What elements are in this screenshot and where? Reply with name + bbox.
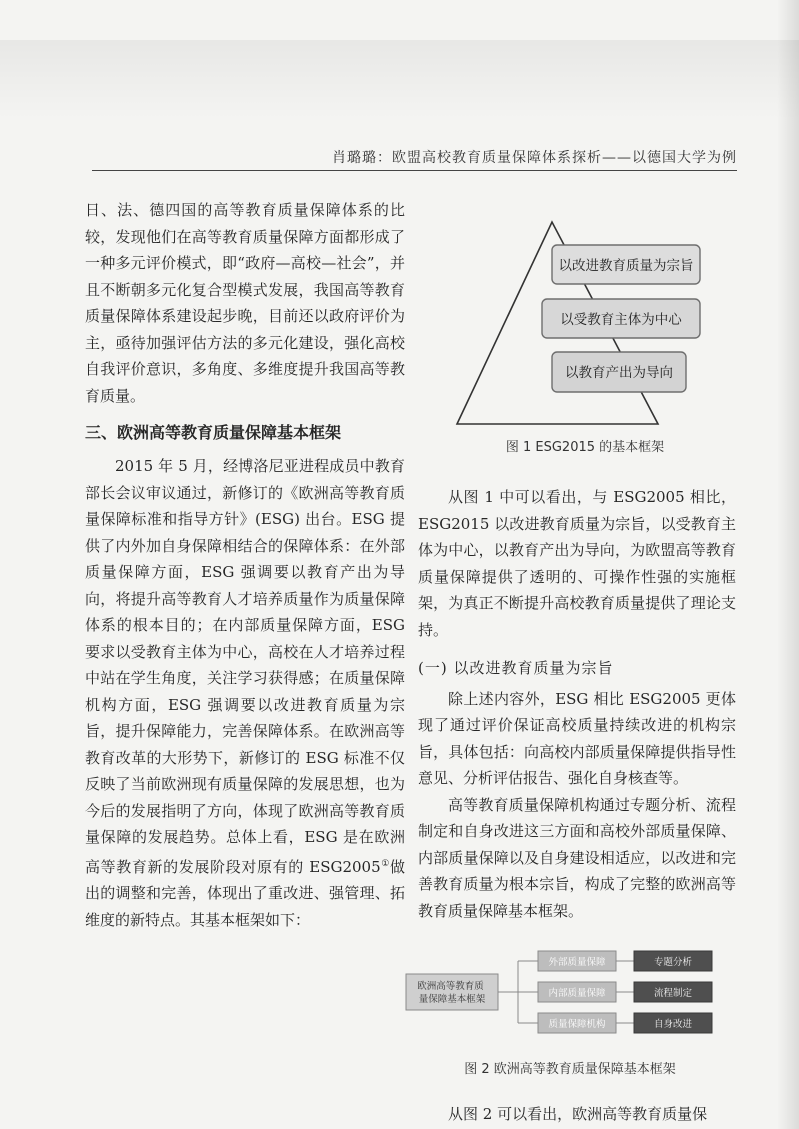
right-column-lower xyxy=(418,1101,736,1128)
figure2-right-1: 专题分析 xyxy=(653,957,693,968)
figure2-root-text: 欧洲高等教育质 量保障基本框架 xyxy=(417,981,486,1005)
header-rule xyxy=(92,170,737,171)
figure2-caption: 图 2 欧洲高等教育质量保障基本框架 xyxy=(464,1062,676,1077)
figure2-connector-left xyxy=(498,961,538,1023)
page-edge-shadow xyxy=(777,0,799,1129)
scan-shadow xyxy=(0,40,799,120)
section-paragraph xyxy=(85,453,405,933)
figure1-level-2: 以受教育主体为中心 xyxy=(560,312,682,328)
figure2-diagram xyxy=(402,948,722,1040)
figure2-right-2: 流程制定 xyxy=(653,988,693,999)
right-column-upper xyxy=(418,484,736,924)
figure1-caption: 图 1 ESG2015 的基本框架 xyxy=(505,440,665,455)
figure1-level-1: 以改进教育质量为宗旨 xyxy=(558,258,694,274)
right-paragraph-2: 除上述内容外，ESG 相比 ESG2005 更体现了通过评价保证高校质量持续改进的机构宗旨，具体包括：向高校内部质量保障提供指导性意见、分析评估报告、强化自身核查等。 xyxy=(418,689,736,787)
figure2-connector-right xyxy=(616,961,634,1023)
section-title: 三、欧洲高等教育质量保障基本框架 xyxy=(85,423,342,442)
right-paragraph-4: 从图 2 可以看出，欧洲高等教育质量保 xyxy=(448,1105,708,1123)
running-header: 肖璐璐：欧盟高校教育质量保障体系探析——以德国大学为例 xyxy=(332,150,737,166)
figure2-mid-3: 质量保障机构 xyxy=(548,1019,606,1030)
left-column xyxy=(85,197,405,933)
subsection-title: (一) 以改进教育质量为宗旨 xyxy=(418,659,614,677)
section-text-after-note: 做出的调整和完善，体现出了重改进、强管理、拓维度的新特点。其基本框架如下： xyxy=(85,857,405,929)
figure1-diagram xyxy=(455,218,715,428)
figure1-level-3: 以教育产出为导向 xyxy=(565,365,673,381)
figure2-mid-2: 内部质量保障 xyxy=(548,988,606,999)
section-text-before-note: 2015 年 5 月，经博洛尼亚进程成员中教育部长会议审议通过，新修订的《欧洲高等教育质量保障标准和指导方针》(ESG) 出台。ESG 提供了内外加自身保障相结合的保障体系：在外部质量保障方面，ESG 强调要以教育产出为导向，将提升高等教育人才培养质量作为质量保障体系的根本目的；在内部质量保障方面，ESG 要求以受教育主体为中心，高校在人才培养过程中站在学生角度，关注学习获得感；在质量保障机构方面，ESG 强调要以改进教育质量为宗旨，提升保障能力，完善保障体系。在欧洲高等教育改革的大形势下，新修订的 ESG 标准不仅反映了当前欧洲现有质量保障的发展思想，也为今后的发展指明了方向，体现了欧洲高等教育质量保障的发展趋势。总体上看，ESG 是在欧洲高等教育新的发展阶段对原有的 ESG2005 xyxy=(85,457,405,876)
figure2-mid-1: 外部质量保障 xyxy=(548,957,606,968)
figure2-right-3: 自身改进 xyxy=(653,1019,693,1030)
intro-paragraph: 日、法、德四国的高等教育质量保障体系的比较，发现他们在高等教育质量保障方面都形成了一种多元评价模式，即“政府—高校—社会”，并且不断朝多元化复合型模式发展，我国高等教育质量保障体系建设起步晚，目前还以政府评价为主，亟待加强评估方法的多元化建设，强化高校自我评价意识，多角度、多维度提升我国高等教育质量。 xyxy=(85,201,405,405)
right-paragraph-1: 从图 1 中可以看出，与 ESG2005 相比，ESG2015 以改进教育质量为宗旨，以受教育主体为中心，以教育产出为导向，为欧盟高等教育质量保障提供了透明的、可操作性强的实施框架，为真正不断提升高校教育质量提供了理论支持。 xyxy=(418,488,736,639)
right-paragraph-3: 高等教育质量保障机构通过专题分析、流程制定和自身改进这三方面和高校外部质量保障、内部质量保障以及自身建设相适应，以改进和完善教育质量为根本宗旨，构成了完整的欧洲高等教育质量保障基本框架。 xyxy=(418,795,736,920)
footnote-marker[interactable]: ① xyxy=(380,858,390,869)
